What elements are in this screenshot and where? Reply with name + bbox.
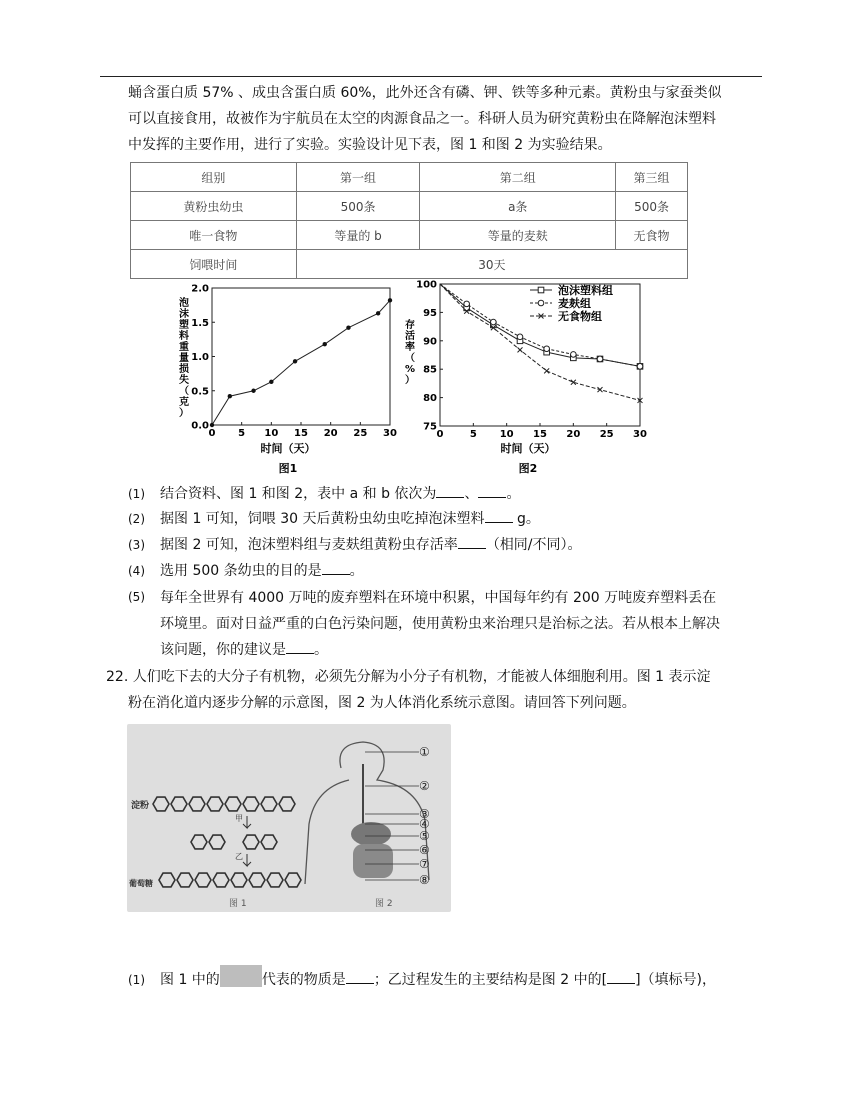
hexagon-icon [231, 873, 247, 887]
answer-blank[interactable] [346, 969, 374, 984]
data-point [597, 356, 603, 362]
ylabel-char: 损 [179, 364, 189, 375]
table-row [131, 192, 688, 221]
question-text: ]（填标号)， [635, 972, 717, 988]
table-cell: 第二组 [420, 163, 616, 192]
photo-caption-1: 图 1 [229, 899, 247, 909]
hexagon-icon [189, 797, 205, 811]
answer-blank[interactable] [286, 639, 314, 654]
question-text: 。 [349, 563, 364, 579]
digestion-figure-photo [127, 724, 451, 912]
y-tick-label: 95 [423, 307, 437, 319]
intro-paragraph [128, 80, 768, 158]
intro-line-2: 可以直接食用，故被作为宇航员在太空的肉源食品之一。科研人员为研究黄粉虫在降解泡沫塑料 [128, 111, 716, 127]
legend-marker [538, 287, 544, 293]
intestine-icon [353, 844, 393, 878]
x-tick-label: 10 [264, 428, 279, 439]
plot-frame [212, 288, 390, 425]
answer-blank[interactable] [322, 560, 350, 575]
y-tick-label: 0.5 [191, 386, 209, 398]
marker-label: ② [419, 779, 430, 793]
data-point [293, 359, 297, 363]
photo-caption-2: 图 2 [375, 899, 393, 909]
data-point [251, 389, 255, 393]
series-line [212, 300, 390, 425]
question-number: (5) [128, 590, 145, 604]
stomach-icon [351, 822, 391, 846]
x-tick-label: 30 [383, 428, 397, 439]
ylabel-char: 量 [179, 353, 189, 364]
data-point [571, 352, 577, 358]
marker-label: ⑥ [419, 843, 430, 857]
hexagon-icon [225, 797, 241, 811]
figure1-caption: 图1 [278, 462, 298, 475]
y-tick-label: 0.0 [191, 420, 209, 432]
ylabel-char: ） [405, 375, 415, 386]
data-point [323, 342, 327, 346]
ylabel-char: 料 [179, 331, 189, 342]
marker-label: ⑤ [419, 829, 430, 843]
x-tick-label: 10 [499, 429, 514, 440]
question-text: 据图 2 可知，泡沫塑料组与麦麸组黄粉虫存活率 [160, 537, 458, 553]
table-header-row [131, 163, 688, 192]
answer-blank[interactable] [458, 534, 486, 549]
hexagon-icon [191, 835, 207, 849]
x-tick-label: 15 [294, 428, 308, 439]
digestion-figure-drawing [127, 724, 451, 912]
question-number: (4) [128, 564, 145, 578]
hexagon-icon [195, 873, 211, 887]
x-tick-label: 0 [436, 429, 444, 440]
question-text: 图 1 中的 [160, 972, 220, 988]
hexagon-icon [261, 835, 277, 849]
figure2-ylabel-stack [405, 318, 415, 386]
label-yi: 乙 [235, 852, 243, 861]
data-point [637, 364, 643, 370]
answer-blank[interactable] [607, 969, 635, 984]
y-tick-label: 90 [423, 336, 437, 348]
table-cell: 第三组 [616, 163, 688, 192]
data-point [228, 394, 232, 398]
ylabel-char: 存 [405, 320, 415, 331]
data-point [388, 298, 392, 302]
hexagon-pair-icon [220, 965, 262, 987]
hexagon-icon [267, 873, 283, 887]
legend-label: 泡沫塑料组 [558, 284, 613, 297]
question-number: (1) [128, 487, 145, 501]
y-tick-label: 75 [423, 421, 437, 433]
x-tick-label: 5 [469, 429, 477, 440]
x-tick-label: 5 [238, 428, 246, 439]
question-text: 。 [506, 486, 521, 502]
question-22 [106, 664, 766, 716]
table-cell: 等量的 b [296, 221, 420, 250]
answer-blank[interactable] [485, 508, 513, 523]
data-point [464, 301, 470, 307]
hexagon-icon [171, 797, 187, 811]
hexagon-icon [153, 797, 169, 811]
ylabel-char: 重 [179, 342, 189, 353]
ylabel-char: 沫 [179, 309, 189, 320]
experiment-table [130, 162, 688, 279]
table-cell: 无食物 [616, 221, 688, 250]
label-starch: 淀粉 [131, 801, 150, 811]
figure1-chart [160, 280, 400, 480]
figure1-xlabel: 时间（天） [260, 442, 316, 455]
x-tick-label: 25 [353, 428, 368, 439]
figure1-ylabel-stack [179, 296, 189, 419]
question-22-line-1: 22. 人们吃下去的大分子有机物，必须先分解为小分子有机物，才能被人体细胞利用。图 1 表示淀 [106, 669, 711, 685]
table-cell: 30天 [296, 250, 687, 279]
legend-label: 麦麸组 [558, 297, 591, 310]
ylabel-char: （ [405, 353, 415, 364]
data-point [517, 334, 523, 340]
table-cell: a条 [420, 192, 616, 221]
hexagon-icon [243, 835, 259, 849]
question-number: (2) [128, 512, 145, 526]
question-number: (3) [128, 538, 145, 552]
table-row [131, 250, 688, 279]
ylabel-char: ） [179, 408, 189, 419]
data-point [269, 380, 273, 384]
hexagon-icon [243, 797, 259, 811]
table-cell: 500条 [296, 192, 420, 221]
answer-blank[interactable] [436, 483, 464, 498]
ylabel-char: 克 [179, 397, 189, 408]
hexagon-icon [213, 873, 229, 887]
label-jia: 甲 [235, 814, 243, 823]
hexagon-icon [207, 797, 223, 811]
marker-label: ⑧ [419, 873, 430, 887]
data-point [346, 326, 350, 330]
x-tick-label: 0 [208, 428, 216, 439]
figure2-xlabel: 时间（天） [500, 442, 556, 455]
hexagon-icon [285, 873, 301, 887]
data-point [544, 346, 550, 352]
ylabel-char: 活 [405, 331, 415, 342]
legend-label: 无食物组 [558, 310, 602, 323]
y-tick-label: 2.0 [191, 283, 209, 295]
question-text: 、 [464, 486, 479, 502]
marker-label: ③ [419, 807, 430, 821]
question-text: g。 [512, 511, 540, 527]
table-cell: 黄粉虫幼虫 [131, 192, 297, 221]
intro-line-1: 蛹含蛋白质 57% 、成虫含蛋白质 60%，此外还含有磷、钾、铁等多种元素。黄粉虫与家蚕类似 [128, 85, 722, 101]
x-tick-label: 20 [323, 428, 338, 439]
question-text: （相同/不同）。 [485, 537, 582, 553]
data-point [376, 311, 380, 315]
figure2-caption: 图2 [518, 462, 538, 475]
hexagon-icon [261, 797, 277, 811]
figure2-chart [400, 278, 650, 480]
arrow-icon [243, 854, 251, 866]
x-tick-label: 15 [533, 429, 547, 440]
table-row [131, 221, 688, 250]
ylabel-char: 率 [405, 342, 415, 353]
table-cell: 等量的麦麸 [420, 221, 616, 250]
question-number: (1) [128, 973, 145, 987]
intro-line-3: 中发挥的主要作用，进行了实验。实验设计见下表，图 1 和图 2 为实验结果。 [128, 137, 612, 153]
ylabel-char: 泡 [179, 298, 189, 309]
marker-label: ⑦ [419, 857, 430, 871]
x-tick-label: 25 [599, 429, 614, 440]
ylabel-char: % [404, 364, 416, 375]
data-point [491, 319, 497, 325]
table-cell: 第一组 [296, 163, 420, 192]
question-text: 。 [314, 642, 328, 658]
answer-blank[interactable] [478, 483, 506, 498]
table-cell: 组别 [131, 163, 297, 192]
hexagon-icon [177, 873, 193, 887]
y-tick-label: 100 [416, 279, 437, 291]
hexagon-icon [209, 835, 225, 849]
data-point [210, 423, 214, 427]
question-text: 代表的物质是 [261, 972, 346, 988]
ylabel-char: （ [179, 386, 189, 397]
legend-marker [538, 300, 544, 306]
hexagon-icon [159, 873, 175, 887]
arrow-icon [243, 816, 251, 828]
question-text: 每年全世界有 4000 万吨的废弃塑料在环境中积累，中国每年约有 200 万吨废弃塑料丢在 [160, 590, 717, 606]
marker-label: ④ [419, 817, 430, 831]
question-text: 选用 500 条幼虫的目的是 [160, 563, 322, 579]
question-text: ；乙过程发生的主要结构是图 2 中的[ [373, 972, 608, 988]
x-tick-label: 20 [566, 429, 581, 440]
x-tick-label: 30 [633, 429, 647, 440]
header-rule [100, 76, 762, 77]
ylabel-char: 塑 [179, 320, 189, 331]
table-cell: 唯一食物 [131, 221, 297, 250]
y-tick-label: 85 [423, 364, 437, 376]
question-text: 该问题，你的建议是 [160, 642, 286, 658]
data-point [518, 347, 523, 352]
table-cell: 饲喂时间 [131, 250, 297, 279]
hexagon-icon [279, 797, 295, 811]
y-tick-label: 80 [423, 393, 437, 405]
table-cell: 500条 [616, 192, 688, 221]
hexagon-icon [249, 873, 265, 887]
question-text: 环境里。面对日益严重的白色污染问题，使用黄粉虫来治理只是治标之法。若从根本上解决 [160, 616, 720, 632]
question-text: 结合资料、图 1 和图 2，表中 a 和 b 依次为 [160, 486, 437, 502]
ylabel-char: 失 [179, 375, 189, 386]
label-glucose: 葡萄糖 [129, 879, 153, 888]
data-point [544, 368, 549, 373]
question-text: 据图 1 可知，饲喂 30 天后黄粉虫幼虫吃掉泡沫塑料 [160, 511, 485, 527]
y-tick-label: 1.0 [191, 352, 209, 363]
question-22-line-2: 粉在消化道内逐步分解的示意图，图 2 为人体消化系统示意图。请回答下列问题。 [128, 695, 636, 711]
y-tick-label: 1.5 [191, 317, 209, 329]
marker-label: ① [419, 745, 430, 759]
